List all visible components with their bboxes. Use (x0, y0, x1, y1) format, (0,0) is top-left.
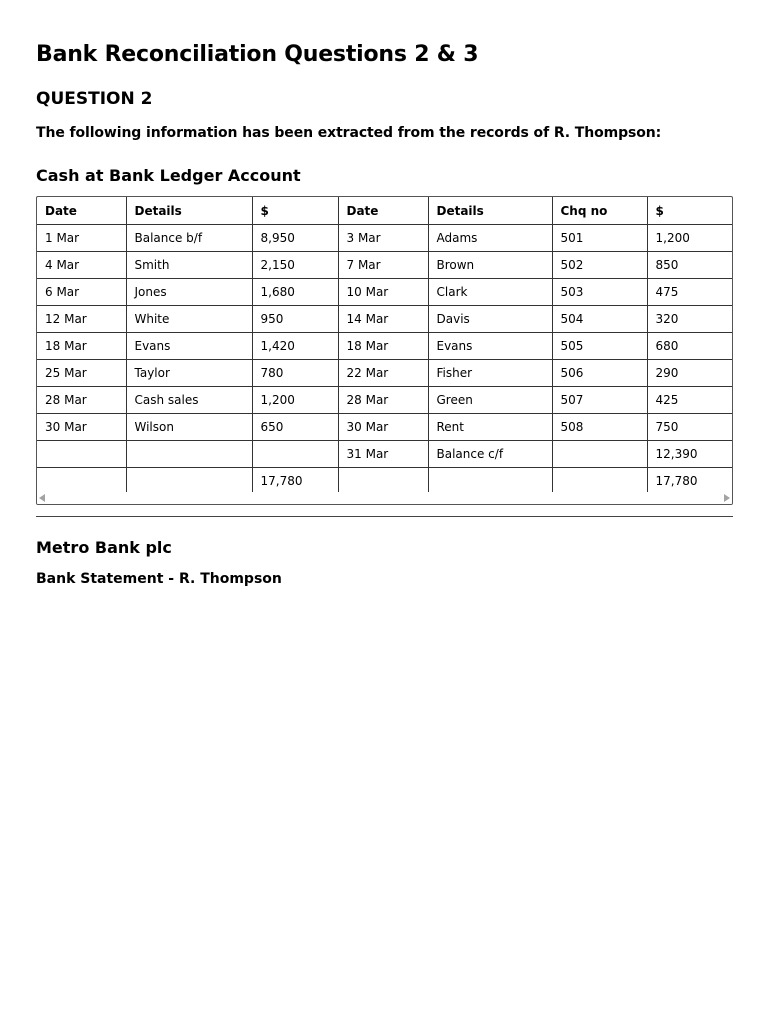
section-divider (36, 516, 733, 517)
cell-amount-debit (252, 441, 338, 468)
cell-amount-credit: 320 (647, 306, 732, 333)
cell-details-credit: Davis (428, 306, 552, 333)
cell-details-debit (126, 441, 252, 468)
table-row (37, 414, 732, 441)
header-amount-credit: $ (647, 197, 732, 225)
cell-details-credit: Rent (428, 414, 552, 441)
cell-date-debit: 6 Mar (37, 279, 126, 306)
header-date-debit: Date (37, 197, 126, 225)
cell-date-debit: 30 Mar (37, 414, 126, 441)
cell-date-debit: 28 Mar (37, 387, 126, 414)
cell-cheque-number: 506 (552, 360, 647, 387)
cell-date-debit: 25 Mar (37, 360, 126, 387)
cell-date-credit: 28 Mar (338, 387, 428, 414)
cell-date-debit: 18 Mar (37, 333, 126, 360)
cell-date-credit: 3 Mar (338, 225, 428, 252)
cell-date-credit: 14 Mar (338, 306, 428, 333)
cell-cheque-number (552, 468, 647, 495)
cell-details-debit: Taylor (126, 360, 252, 387)
table-row (37, 279, 732, 306)
cell-cheque-number: 508 (552, 414, 647, 441)
cell-details-credit: Green (428, 387, 552, 414)
cell-cheque-number: 505 (552, 333, 647, 360)
bank-name: Metro Bank plc (36, 538, 172, 557)
cell-cheque-number: 503 (552, 279, 647, 306)
cell-amount-debit: 17,780 (252, 468, 338, 495)
cell-details-debit: Jones (126, 279, 252, 306)
cell-details-debit: Smith (126, 252, 252, 279)
cell-amount-credit: 17,780 (647, 468, 732, 495)
table-row (37, 306, 732, 333)
intro-text: The following information has been extracted from the records of R. Thompson: (36, 125, 662, 141)
cell-date-debit (37, 441, 126, 468)
cell-amount-credit: 425 (647, 387, 732, 414)
table-row (37, 225, 732, 252)
ledger-table-container[interactable] (36, 196, 733, 505)
cell-amount-debit: 650 (252, 414, 338, 441)
cell-details-credit: Balance c/f (428, 441, 552, 468)
table-row (37, 441, 732, 468)
cell-date-credit: 31 Mar (338, 441, 428, 468)
cell-details-credit: Fisher (428, 360, 552, 387)
cell-details-debit: White (126, 306, 252, 333)
cell-amount-debit: 1,200 (252, 387, 338, 414)
cell-cheque-number: 501 (552, 225, 647, 252)
cell-date-debit: 4 Mar (37, 252, 126, 279)
cell-amount-credit: 1,200 (647, 225, 732, 252)
cell-amount-debit: 950 (252, 306, 338, 333)
cell-date-credit: 18 Mar (338, 333, 428, 360)
header-amount-debit: $ (252, 197, 338, 225)
cell-details-credit: Adams (428, 225, 552, 252)
statement-title: Bank Statement - R. Thompson (36, 571, 282, 587)
cell-details-debit: Cash sales (126, 387, 252, 414)
cell-date-credit: 30 Mar (338, 414, 428, 441)
header-details-credit: Details (428, 197, 552, 225)
cell-date-credit: 7 Mar (338, 252, 428, 279)
ledger-body (37, 225, 732, 495)
header-cheque-number: Chq no (552, 197, 647, 225)
cell-details-debit (126, 468, 252, 495)
table-row (37, 387, 732, 414)
cell-details-debit: Balance b/f (126, 225, 252, 252)
question-heading: QUESTION 2 (36, 89, 153, 109)
cell-date-credit: 22 Mar (338, 360, 428, 387)
cell-details-credit (428, 468, 552, 495)
cell-amount-credit: 290 (647, 360, 732, 387)
cell-details-credit: Evans (428, 333, 552, 360)
cell-details-debit: Wilson (126, 414, 252, 441)
cell-date-debit (37, 468, 126, 495)
cell-amount-credit: 750 (647, 414, 732, 441)
cell-amount-debit: 1,680 (252, 279, 338, 306)
table-row (37, 333, 732, 360)
cell-amount-credit: 12,390 (647, 441, 732, 468)
cell-amount-debit: 2,150 (252, 252, 338, 279)
page-title: Bank Reconciliation Questions 2 & 3 (36, 42, 479, 67)
ledger-title: Cash at Bank Ledger Account (36, 166, 301, 185)
cell-date-debit: 12 Mar (37, 306, 126, 333)
horizontal-scrollbar[interactable] (37, 492, 732, 504)
cell-details-credit: Brown (428, 252, 552, 279)
header-details-debit: Details (126, 197, 252, 225)
cell-amount-credit: 475 (647, 279, 732, 306)
cell-date-debit: 1 Mar (37, 225, 126, 252)
header-date-credit: Date (338, 197, 428, 225)
ledger-header-row (37, 197, 732, 225)
cell-cheque-number: 502 (552, 252, 647, 279)
cell-amount-credit: 850 (647, 252, 732, 279)
cell-amount-debit: 780 (252, 360, 338, 387)
table-row (37, 360, 732, 387)
cell-details-credit: Clark (428, 279, 552, 306)
table-row (37, 252, 732, 279)
cell-date-credit (338, 468, 428, 495)
cell-date-credit: 10 Mar (338, 279, 428, 306)
scroll-right-icon[interactable] (724, 494, 730, 502)
cell-cheque-number: 504 (552, 306, 647, 333)
scroll-left-icon[interactable] (39, 494, 45, 502)
cell-details-debit: Evans (126, 333, 252, 360)
cell-cheque-number (552, 441, 647, 468)
cell-amount-debit: 1,420 (252, 333, 338, 360)
cell-cheque-number: 507 (552, 387, 647, 414)
cell-amount-credit: 680 (647, 333, 732, 360)
ledger-table (37, 197, 732, 494)
cell-amount-debit: 8,950 (252, 225, 338, 252)
table-row (37, 468, 732, 495)
